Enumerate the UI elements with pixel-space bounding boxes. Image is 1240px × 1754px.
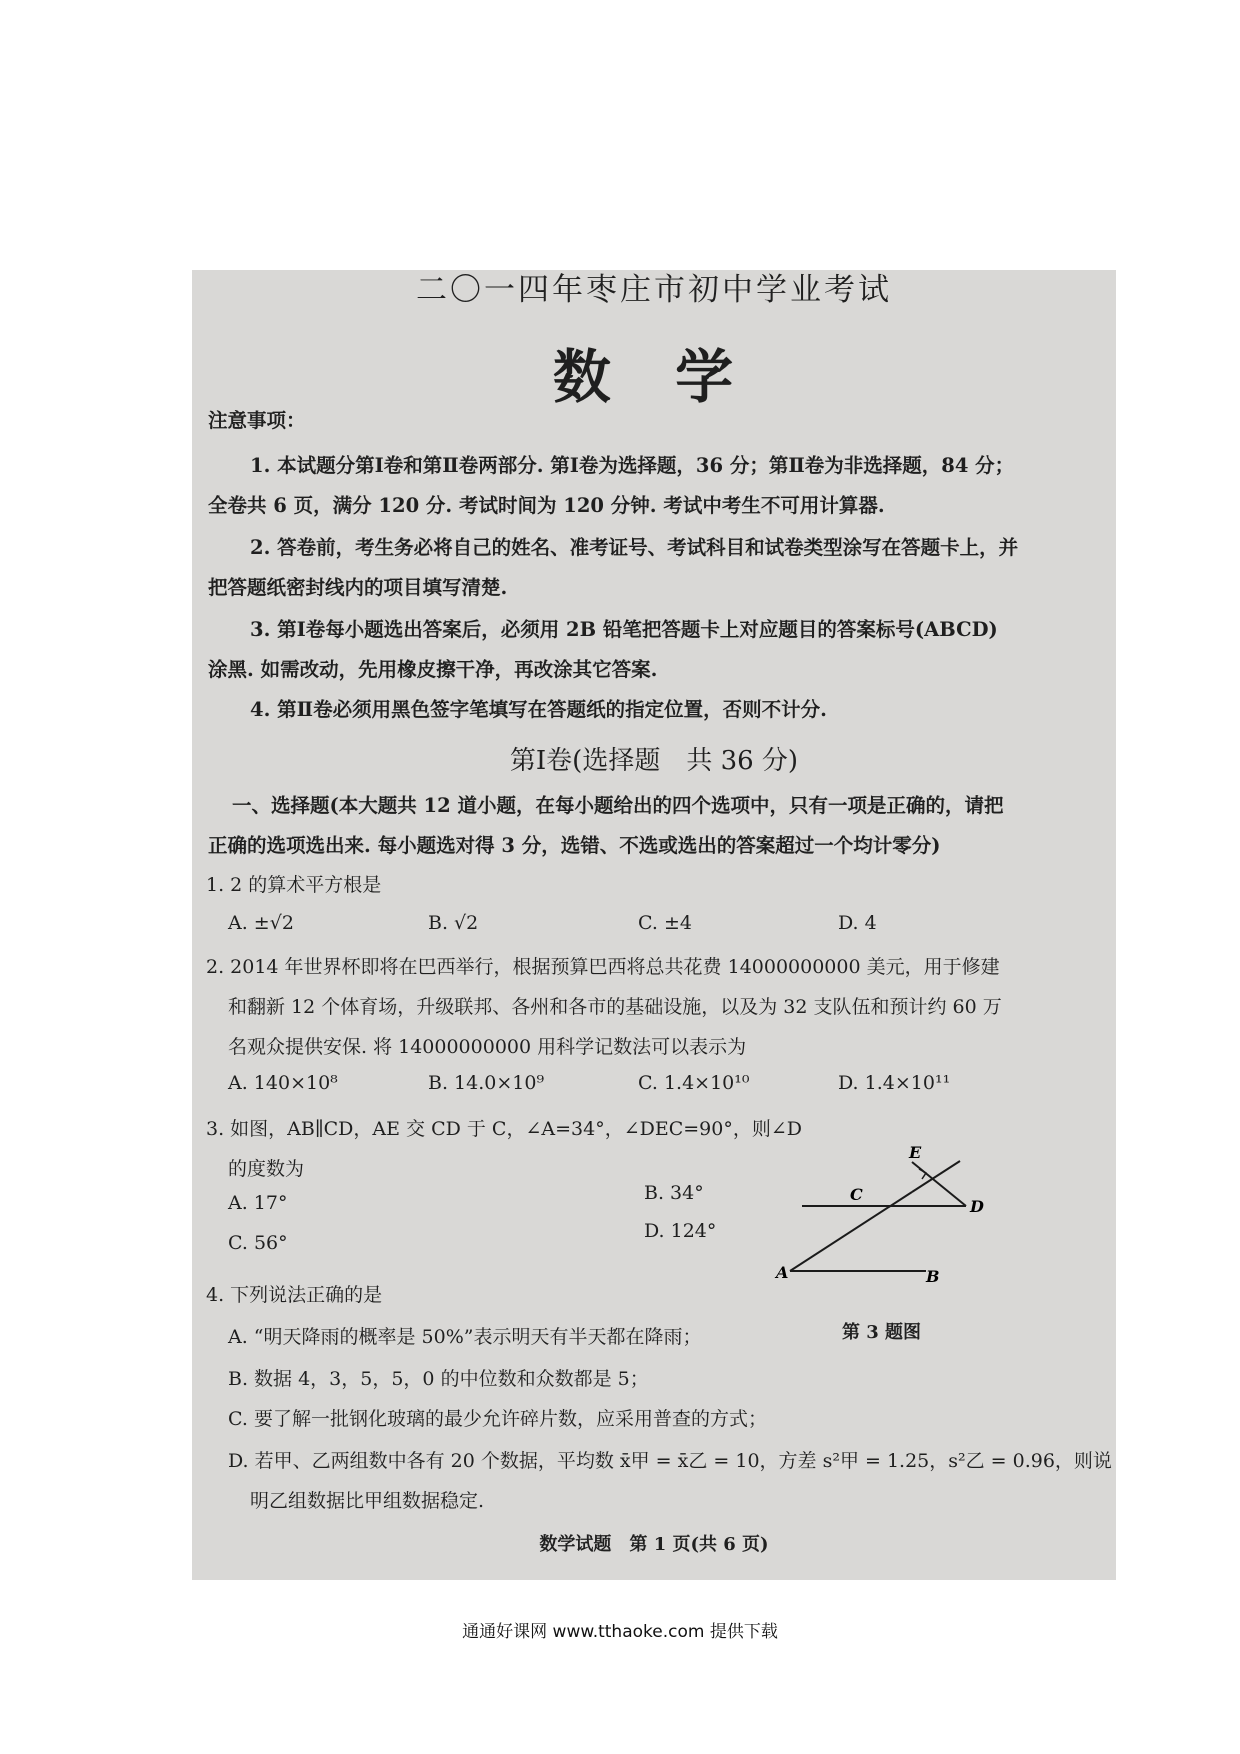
q3-option-a: A. 17° [228, 1192, 288, 1214]
q3-label-e: E [909, 1143, 922, 1162]
q3-label-d: D [970, 1197, 984, 1216]
q2-option-a: A. 140×10⁸ [228, 1072, 338, 1094]
q2-line: 和翻新 12 个体育场，升级联邦、各州和各市的基础设施，以及为 32 支队伍和预计约 60 万 [228, 996, 1002, 1018]
section-intro-line: 一、选择题(本大题共 12 道小题，在每小题给出的四个选项中，只有一项是正确的，请把 [232, 794, 1004, 817]
q1-option-c: C. ±4 [638, 912, 692, 934]
q1-option-b: B. √2 [428, 912, 479, 934]
q1-option-a: A. ±√2 [228, 912, 294, 934]
q3-label-a: A [776, 1263, 789, 1282]
q2-line: 名观众提供安保. 将 14000000000 用科学记数法可以表示为 [228, 1036, 747, 1058]
q4-option-c: C. 要了解一批钢化玻璃的最少允许碎片数，应采用普查的方式； [228, 1408, 767, 1430]
page-footer: 数学试题 第 1 页(共 6 页) [539, 1534, 769, 1555]
q4-option-d: D. 若甲、乙两组数中各有 20 个数据，平均数 x̄甲 = x̄乙 = 10，方差 s²甲 = 1.25，s²乙 = 0.96，则说 [228, 1450, 1112, 1472]
q2-line: 2. 2014 年世界杯即将在巴西举行，根据预算巴西将总共花费 14000000000 美元，用于修建 [206, 956, 1000, 978]
q3-line: 的度数为 [228, 1158, 305, 1180]
section-title: 第Ⅰ卷(选择题 共 36 分) [509, 746, 799, 776]
exam-title: 二〇一四年枣庄市初中学业考试 [416, 272, 892, 308]
q2-option-c: C. 1.4×10¹⁰ [638, 1072, 750, 1094]
subject-title: 数 学 [552, 343, 756, 411]
q3-option-b: B. 34° [644, 1182, 704, 1204]
q4-option-a: A. “明天降雨的概率是 50%”表示明天有半天都在降雨； [228, 1326, 702, 1348]
section-intro-line: 正确的选项选出来. 每小题选对得 3 分，选错、不选或选出的答案超过一个均计零分) [208, 834, 941, 857]
q3-figure-caption: 第 3 题图 [842, 1322, 922, 1343]
q2-option-b: B. 14.0×10⁹ [428, 1072, 545, 1094]
notice-line: 4. 第Ⅱ卷必须用黑色签字笔填写在答题纸的指定位置，否则不计分. [250, 698, 827, 721]
notice-heading: 注意事项： [208, 409, 306, 432]
q2-option-d: D. 1.4×10¹¹ [838, 1072, 951, 1094]
q3-label-c: C [850, 1185, 863, 1204]
q3-option-c: C. 56° [228, 1232, 288, 1254]
q1-option-d: D. 4 [838, 912, 877, 934]
q3-label-b: B [926, 1267, 940, 1286]
notice-line: 3. 第Ⅰ卷每小题选出答案后，必须用 2B 铅笔把答题卡上对应题目的答案标号(ABCD) [250, 618, 998, 641]
notice-line: 把答题纸密封线内的项目填写清楚. [208, 576, 508, 599]
q3-figure [752, 1110, 1112, 1330]
notice-line: 2. 答卷前，考生务必将自己的姓名、准考证号、考试科目和试卷类型涂写在答题卡上，并 [250, 536, 1019, 559]
q4-option-b: B. 数据 4，3，5，5，0 的中位数和众数都是 5； [228, 1368, 649, 1390]
q1-stem: 1. 2 的算术平方根是 [206, 874, 382, 896]
notice-line: 1. 本试题分第Ⅰ卷和第Ⅱ卷两部分. 第Ⅰ卷为选择题，36 分；第Ⅱ卷为非选择题，84 分； [250, 454, 1015, 477]
q4-option-d-cont: 明乙组数据比甲组数据稳定. [250, 1490, 485, 1512]
notice-line: 涂黑. 如需改动，先用橡皮擦干净，再改涂其它答案. [208, 658, 658, 681]
download-credit: 通通好课网 www.tthaoke.com 提供下载 [462, 1622, 778, 1642]
exam-paper-photo [192, 270, 1116, 1580]
q3-option-d: D. 124° [644, 1220, 717, 1242]
q3-line: 3. 如图，AB∥CD，AE 交 CD 于 C，∠A=34°，∠DEC=90°，则∠D [206, 1118, 803, 1140]
q4-stem: 4. 下列说法正确的是 [206, 1284, 383, 1306]
notice-line: 全卷共 6 页，满分 120 分. 考试时间为 120 分钟. 考试中考生不可用计算器. [208, 494, 885, 517]
